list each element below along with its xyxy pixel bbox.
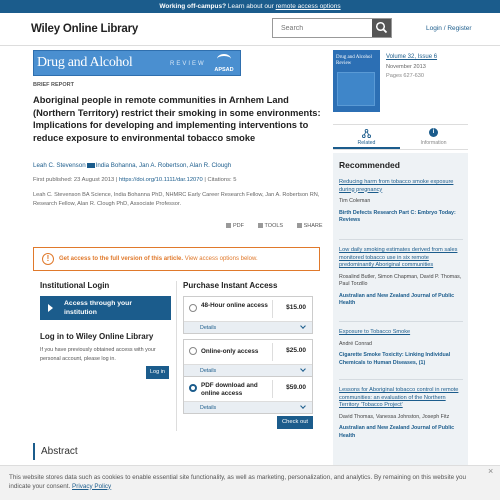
rec-divider — [339, 239, 463, 240]
pdf-label: PDF — [233, 223, 244, 229]
option-name: 48-Hour online access — [201, 302, 268, 309]
rec-authors: Tim Coleman — [339, 198, 371, 204]
rec-article-link[interactable]: Reducing harm from tobacco smoke exposure during pregnancy — [339, 179, 454, 193]
site-logo[interactable]: Wiley Online Library — [31, 23, 139, 35]
network-icon — [362, 129, 371, 138]
search-icon — [375, 21, 388, 34]
tab-information[interactable] — [400, 125, 467, 149]
institution-button-label: Access through your institution — [64, 300, 132, 316]
info-icon: i — [429, 128, 438, 137]
apsad-logo — [211, 53, 237, 74]
details-label: Details — [200, 367, 217, 374]
tools-label: TOOLS — [264, 223, 284, 229]
wrench-icon — [258, 223, 263, 228]
arrow-right-icon — [48, 304, 53, 312]
rec-journal-link[interactable]: Australian and New Zealand Journal of Public Health — [339, 292, 455, 306]
details-toggle[interactable] — [184, 401, 312, 413]
share-icon — [297, 223, 302, 228]
site-header — [0, 13, 500, 45]
cookie-text — [9, 474, 469, 491]
rec-article-link[interactable]: Exposure to Tobacco Smoke — [339, 329, 411, 335]
access-text — [59, 256, 258, 262]
search-button[interactable] — [372, 19, 391, 37]
author-affiliations: Leah C. Stevenson BA Science, India Bohanna PhD, NHMRC Early Career Research Fellow, Jan A. Robertson RN, Research Fellow, Alan R. Clough PhD, Associate Professor. — [33, 192, 320, 207]
sidebar-tabs — [333, 124, 468, 150]
share-button[interactable] — [297, 223, 329, 229]
tab-information-label: Information — [420, 140, 447, 146]
option-name: PDF download and online access — [201, 382, 258, 397]
list-item — [339, 179, 463, 225]
radio-button[interactable] — [189, 304, 197, 312]
purchase-option[interactable] — [183, 376, 313, 414]
article-type: BRIEF REPORT — [33, 82, 74, 88]
chevron-down-icon — [300, 366, 306, 372]
recommended-title: Recommended — [339, 160, 400, 170]
abstract-accent — [33, 443, 35, 460]
article-tools — [226, 223, 335, 229]
rec-divider — [339, 321, 463, 322]
details-label: Details — [200, 404, 217, 411]
chevron-down-icon — [300, 323, 306, 329]
rec-journal-link[interactable]: Birth Defects Research Part C: Embryo Today: Reviews — [339, 209, 456, 223]
remote-access-banner — [0, 0, 500, 13]
purchase-option[interactable] — [183, 339, 313, 377]
list-item — [339, 329, 463, 367]
citations: | Citations: 5 — [202, 177, 237, 183]
tools-button[interactable] — [258, 223, 290, 229]
purchase-option[interactable] — [183, 296, 313, 334]
apsad-arc-icon — [217, 54, 231, 64]
wol-login-title: Log in to Wiley Online Library — [40, 332, 154, 341]
alert-icon: ! — [42, 253, 54, 265]
rec-authors: Rosalind Butler, Simon Chapman, David P. Thomas, Paul Torzillo — [339, 273, 462, 287]
access-notice — [33, 247, 320, 271]
access-options-link[interactable]: View access options below. — [183, 256, 258, 262]
banner-bold: Working off-campus? — [159, 3, 227, 10]
rec-journal-link[interactable]: Australian and New Zealand Journal of Public Health — [339, 425, 455, 439]
login-register-link[interactable]: Login / Register — [426, 25, 472, 32]
institutional-login-title: Institutional Login — [40, 281, 110, 290]
pub-date: First published: 23 August 2013 | — [33, 177, 119, 183]
list-item — [339, 247, 463, 308]
details-toggle[interactable] — [184, 364, 312, 376]
publication-info — [33, 177, 236, 183]
cover-image — [337, 72, 375, 106]
access-bold: Get access to the full version of this article. — [59, 256, 184, 262]
rec-authors: David Thomas, Vanessa Johnston, Joseph Fitz — [339, 413, 450, 420]
chevron-down-icon — [300, 403, 306, 409]
login-button[interactable]: Log in — [146, 366, 169, 379]
journal-banner-title: Drug and Alcohol — [37, 55, 133, 70]
option-price: $25.00 — [286, 347, 306, 354]
rec-authors: André Conrad — [339, 340, 372, 347]
rec-article-link[interactable]: Lessons for Aboriginal tobacco control in remote communities: an evaluation of the Northern Territory 'Tobacco Project' — [339, 387, 459, 408]
apsad-text: APSAD — [214, 67, 234, 73]
search-input[interactable] — [273, 19, 373, 37]
close-icon[interactable]: × — [488, 466, 494, 476]
journal-cover[interactable] — [333, 50, 380, 112]
institution-access-button[interactable] — [40, 296, 171, 320]
recommended-panel — [333, 153, 468, 500]
author-link[interactable]: Leah C. Stevenson — [33, 162, 86, 169]
authors-rest[interactable]: India Bohanna, Jan A. Robertson, Alan R. Clough — [95, 162, 232, 169]
issue-pages: Pages 627-630 — [386, 73, 424, 79]
journal-banner[interactable] — [33, 50, 241, 76]
option-price: $15.00 — [286, 304, 306, 311]
banner-text: Learn about our — [226, 3, 276, 10]
cookie-message: This website stores data such as cookies to enable essential site functionality, as well as marketing, personalization, and analytics. By remaining on this website you indicate your consent. — [9, 474, 466, 490]
search-box — [272, 18, 392, 38]
article-title: Aboriginal people in remote communities in Arnhem Land (Northern Territory) restrict their smoking in some environments: Implications for developing and implementing interventions to reduce exposure to environmental tobacco smoke — [33, 95, 321, 143]
radio-button[interactable] — [189, 347, 197, 355]
header-divider — [0, 45, 500, 46]
remote-access-link[interactable]: remote access options — [275, 3, 341, 10]
rec-journal-link[interactable]: Cigarette Smoke Toxicity: Linking Individual Chemicals to Human Diseases, (1) — [339, 352, 451, 366]
issue-date: November 2013 — [386, 64, 426, 70]
share-label: SHARE — [303, 223, 323, 229]
cover-title: Drug and Alcohol Review — [336, 55, 372, 66]
author-list — [33, 161, 328, 170]
list-item — [339, 387, 463, 440]
wol-login-desc: If you have previously obtained access with your personal account, please log in. — [40, 347, 156, 362]
option-divider — [272, 380, 273, 398]
pdf-button[interactable] — [226, 223, 250, 229]
details-label: Details — [200, 324, 217, 331]
checkout-button[interactable]: Check out — [277, 416, 313, 429]
rec-article-link[interactable]: Low daily smoking estimates derived from sales monitored tobacco use in six remote predominantly Aboriginal communities — [339, 247, 458, 268]
rec-divider — [339, 379, 463, 380]
abstract-heading: Abstract — [41, 446, 78, 457]
email-icon[interactable] — [87, 163, 95, 168]
option-divider — [272, 300, 273, 318]
column-divider — [176, 281, 177, 431]
pdf-icon — [226, 223, 231, 228]
privacy-policy-link[interactable]: Privacy Policy — [72, 482, 112, 490]
cookie-banner — [0, 465, 500, 500]
purchase-title: Purchase Instant Access — [183, 281, 278, 290]
radio-button-selected[interactable] — [189, 384, 197, 392]
option-divider — [272, 343, 273, 361]
tab-related[interactable] — [333, 125, 400, 149]
option-name: Online-only access — [201, 348, 259, 355]
option-price: $59.00 — [286, 384, 306, 391]
doi-link[interactable]: https://doi.org/10.1111/dar.12070 — [118, 177, 203, 183]
volume-link[interactable]: Volume 32, Issue 6 — [386, 54, 438, 60]
details-toggle[interactable] — [184, 321, 312, 333]
tab-related-label: Related — [357, 140, 376, 146]
journal-banner-review: REVIEW — [170, 61, 206, 67]
